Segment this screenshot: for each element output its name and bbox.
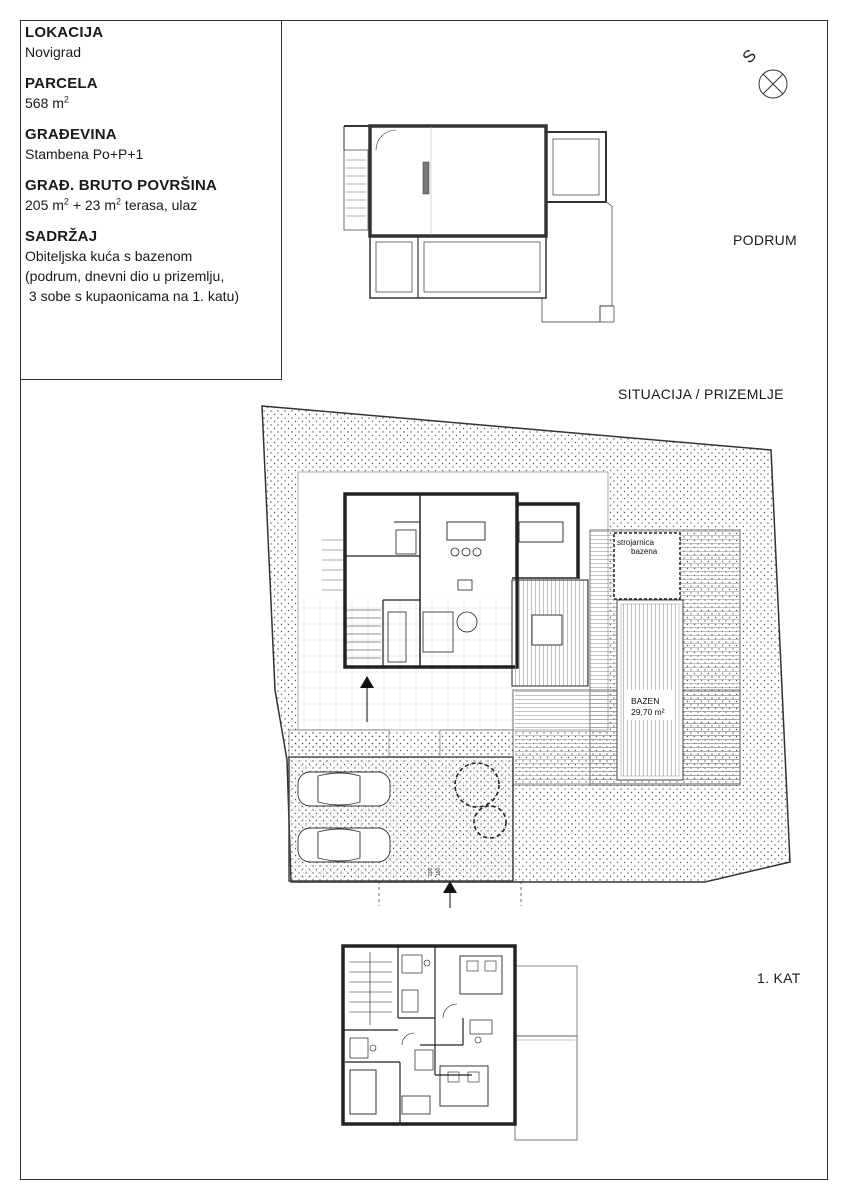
- strojarnica-label-2: bazena: [631, 547, 658, 556]
- dim-label-1: 200: [428, 867, 434, 876]
- bruto-heading: GRAĐ. BRUTO POVRŠINA: [25, 177, 218, 194]
- sadrzaj-line-3: 3 sobe s kupaonicama na 1. katu): [25, 288, 240, 304]
- sadrzaj-line-1: Obiteljska kuća s bazenom: [25, 248, 193, 264]
- parcela-value: 568 $m^2$: [25, 94, 69, 111]
- strojarnica-label: strojarnica: [617, 538, 654, 547]
- first-floor-plan: [343, 946, 577, 1140]
- gradevina-value: Stambena Po+P+1: [25, 146, 144, 162]
- bazen-label: BAZEN: [631, 696, 660, 706]
- podrum-plan: [344, 126, 614, 322]
- gradevina-heading: GRAĐEVINA: [25, 126, 117, 143]
- dim-label-2: 150: [436, 867, 442, 876]
- bruto-value: 205 $m^2 + 23$ $m^2$ terasa, ulaz: [25, 196, 198, 213]
- sadrzaj-heading: SADRŽAJ: [25, 228, 98, 245]
- lokacija-value: Novigrad: [25, 44, 82, 60]
- sadrzaj-line-2: (podrum, dnevni dio u prizemlju,: [25, 268, 225, 284]
- lokacija-heading: LOKACIJA: [25, 24, 104, 41]
- north-label: S: [738, 45, 761, 68]
- bazen-area: 29,70 m²: [631, 707, 665, 717]
- site-plan: [262, 406, 790, 908]
- podrum-label: PODRUM: [733, 232, 798, 248]
- driveway-arrow-icon: [443, 881, 457, 908]
- kat-label: 1. KAT: [757, 970, 801, 986]
- situacija-label: SITUACIJA / PRIZEMLJE: [618, 386, 784, 402]
- north-arrow-icon: [739, 46, 787, 98]
- parcela-heading: PARCELA: [25, 75, 98, 92]
